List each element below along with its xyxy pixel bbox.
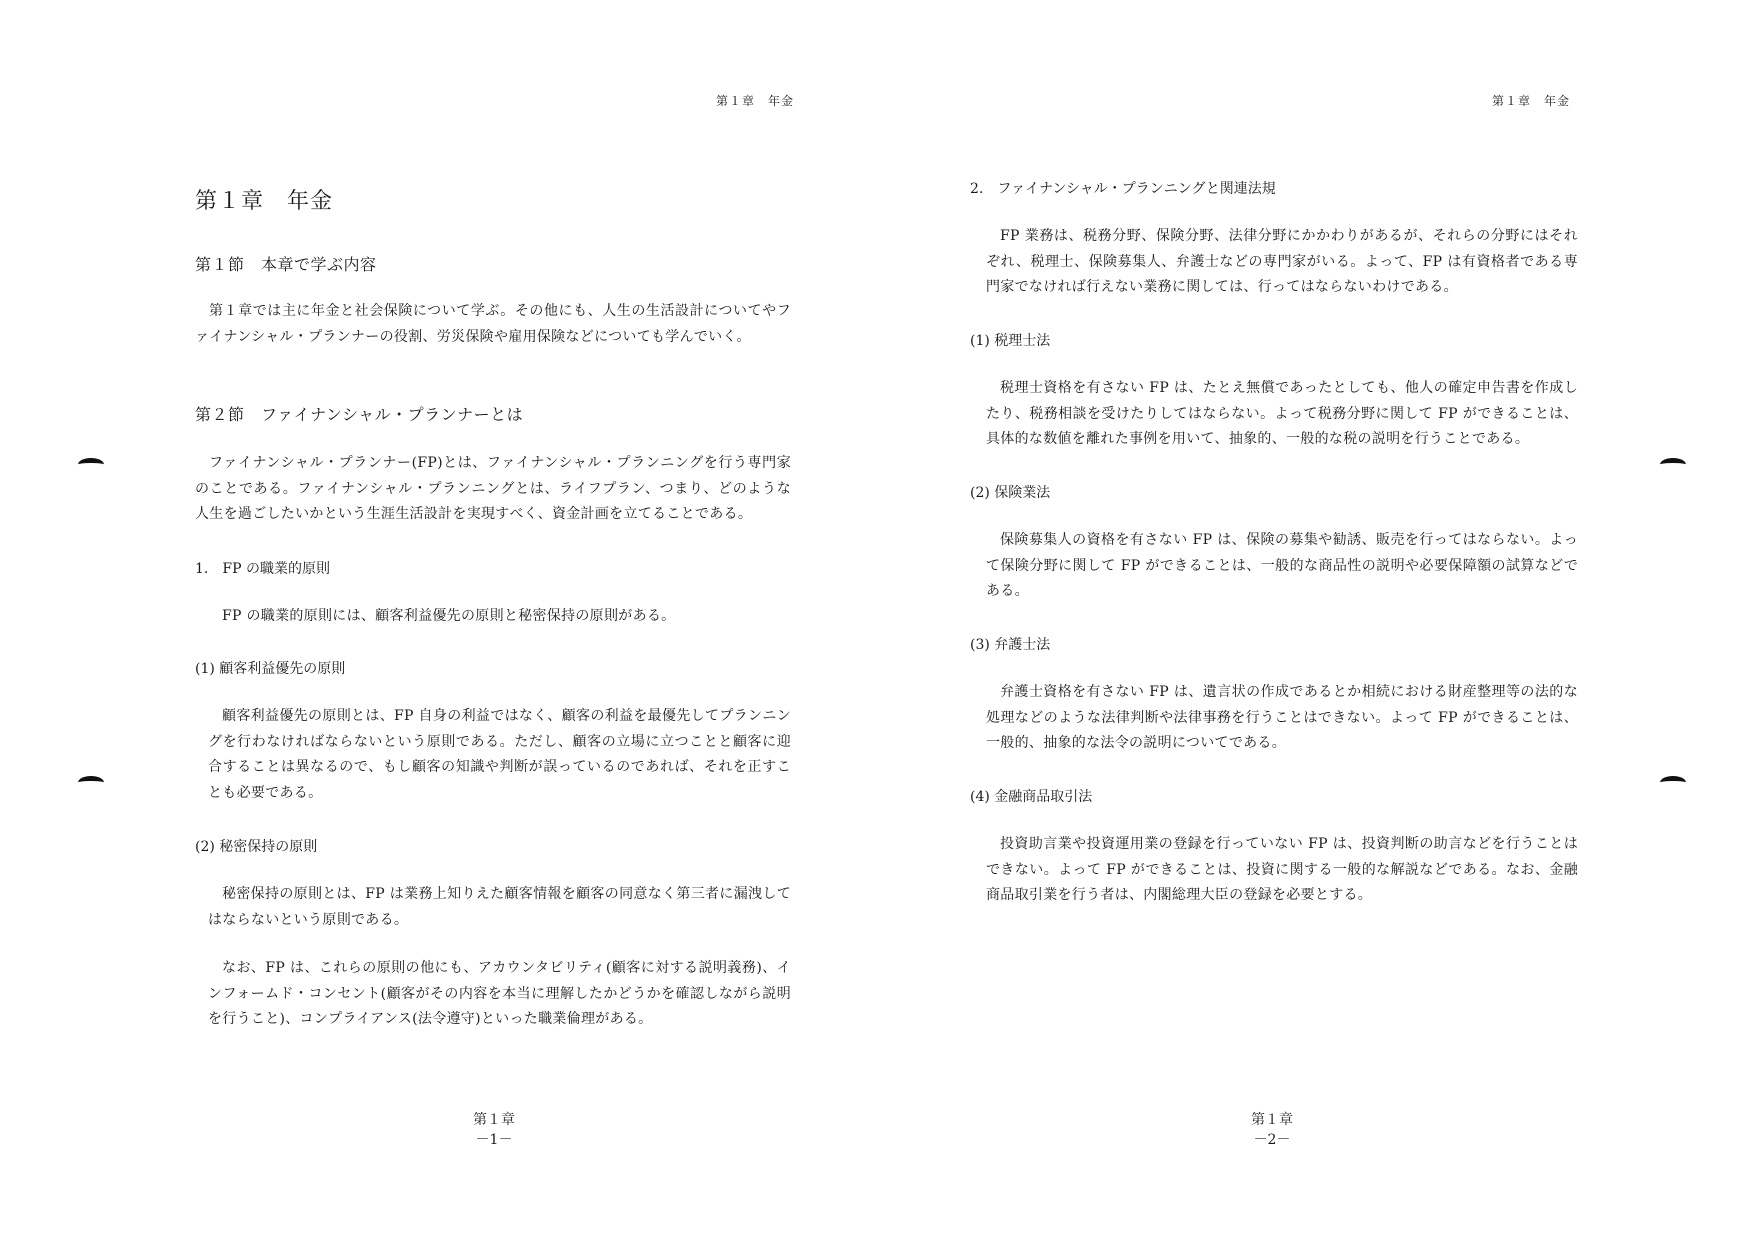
sub-paragraph: 顧客利益優先の原則とは、FP 自身の利益ではなく、顧客の利益を最優先してプランニングを行わなければならないという原則である。ただし、顧客の立場に立つことと顧客に迎合することは異なるので、もし顧客の知識や判断が誤っているのであれば、それを正すことも必要である。 bbox=[208, 708, 791, 801]
sub-heading: (4) 金融商品取引法 bbox=[970, 789, 1093, 805]
item-heading: 1. FP の職業的原則 bbox=[195, 561, 330, 577]
running-header: 第１章 年金 bbox=[716, 94, 795, 108]
item-paragraph: FP の職業的原則には、顧客利益優先の原則と秘密保持の原則がある。 bbox=[222, 608, 676, 624]
footer-chapter: 第１章 bbox=[473, 1112, 515, 1128]
footer-chapter: 第１章 bbox=[1251, 1112, 1293, 1128]
page-footer bbox=[434, 1110, 554, 1150]
sub-heading: (1) 顧客利益優先の原則 bbox=[195, 661, 346, 677]
section-paragraph: ファイナンシャル・プランナー(FP)とは、ファイナンシャル・プランニングを行う専門家のことである。ファイナンシャル・プランニングとは、ライフプラン、つまり、どのような人生を過ごしたいかという生涯生活設計を実現すべく、資金計画を立てることである。 bbox=[195, 455, 791, 522]
sub-paragraph: 保険募集人の資格を有さない FP は、保険の募集や勧誘、販売を行ってはならない。よって保険分野に関して FP ができることは、一般的な商品性の説明や必要保障額の試算などである。 bbox=[986, 532, 1578, 599]
sub-heading: (2) 保険業法 bbox=[970, 485, 1051, 501]
section-paragraph: 第１章では主に年金と社会保険について学ぶ。その他にも、人生の生活設計についてやファイナンシャル・プランナーの役割、労災保険や雇用保険などについても学んでいく。 bbox=[195, 303, 791, 345]
sub-paragraph: 秘密保持の原則とは、FP は業務上知りえた顧客情報を顧客の同意なく第三者に漏洩してはならないという原則である。 bbox=[208, 886, 791, 928]
sub-paragraph: 投資助言業や投資運用業の登録を行っていない FP は、投資判断の助言などを行うことはできない。よって FP ができることは、投資に関する一般的な解説などである。なお、金融商品取引業を行う者は、内閣総理大臣の登録を必要とする。 bbox=[986, 836, 1578, 903]
punch-hole-mark bbox=[78, 776, 104, 789]
page-number: －1－ bbox=[475, 1132, 513, 1148]
right-page bbox=[878, 0, 1755, 1241]
sub-heading: (3) 弁護士法 bbox=[970, 637, 1051, 653]
section-heading: 第１節 本章で学ぶ内容 bbox=[195, 255, 377, 274]
section-heading: 第２節 ファイナンシャル・プランナーとは bbox=[195, 405, 524, 424]
page-number: －2－ bbox=[1253, 1132, 1291, 1148]
punch-hole-mark bbox=[1660, 776, 1686, 789]
closing-paragraph: なお、FP は、これらの原則の他にも、アカウンタビリティ(顧客に対する説明義務)、インフォームド・コンセント(顧客がその内容を本当に理解したかどうかを確認しながら説明を行うこと)、コンプライアンス(法令遵守)といった職業倫理がある。 bbox=[208, 960, 791, 1027]
running-header: 第１章 年金 bbox=[1492, 94, 1571, 108]
sub-paragraph: 税理士資格を有さない FP は、たとえ無償であったとしても、他人の確定申告書を作成したり、税務相談を受けたりしてはならない。よって税務分野に関して FP ができることは、具体的な数値を離れた事例を用いて、抽象的、一般的な税の説明を行うことである。 bbox=[986, 380, 1578, 447]
punch-hole-mark bbox=[1660, 458, 1686, 471]
sub-heading: (2) 秘密保持の原則 bbox=[195, 839, 318, 855]
sub-paragraph: 弁護士資格を有さない FP は、遺言状の作成であるとか相続における財産整理等の法的な処理などのような法律判断や法律事務を行うことはできない。よって FP ができることは、一般的、抽象的な法令の説明についてである。 bbox=[986, 684, 1578, 751]
page-footer bbox=[1212, 1110, 1332, 1150]
chapter-title: 第１章 年金 bbox=[195, 189, 334, 214]
punch-hole-mark bbox=[78, 458, 104, 471]
item-heading: 2. ファイナンシャル・プランニングと関連法規 bbox=[970, 181, 1276, 197]
item-paragraph: FP 業務は、税務分野、保険分野、法律分野にかかわりがあるが、それらの分野にはそれぞれ、税理士、保険募集人、弁護士などの専門家がいる。よって、FP は有資格者である専門家でなければ行えない業務に関しては、行ってはならないわけである。 bbox=[986, 228, 1578, 295]
sub-heading: (1) 税理士法 bbox=[970, 333, 1051, 349]
